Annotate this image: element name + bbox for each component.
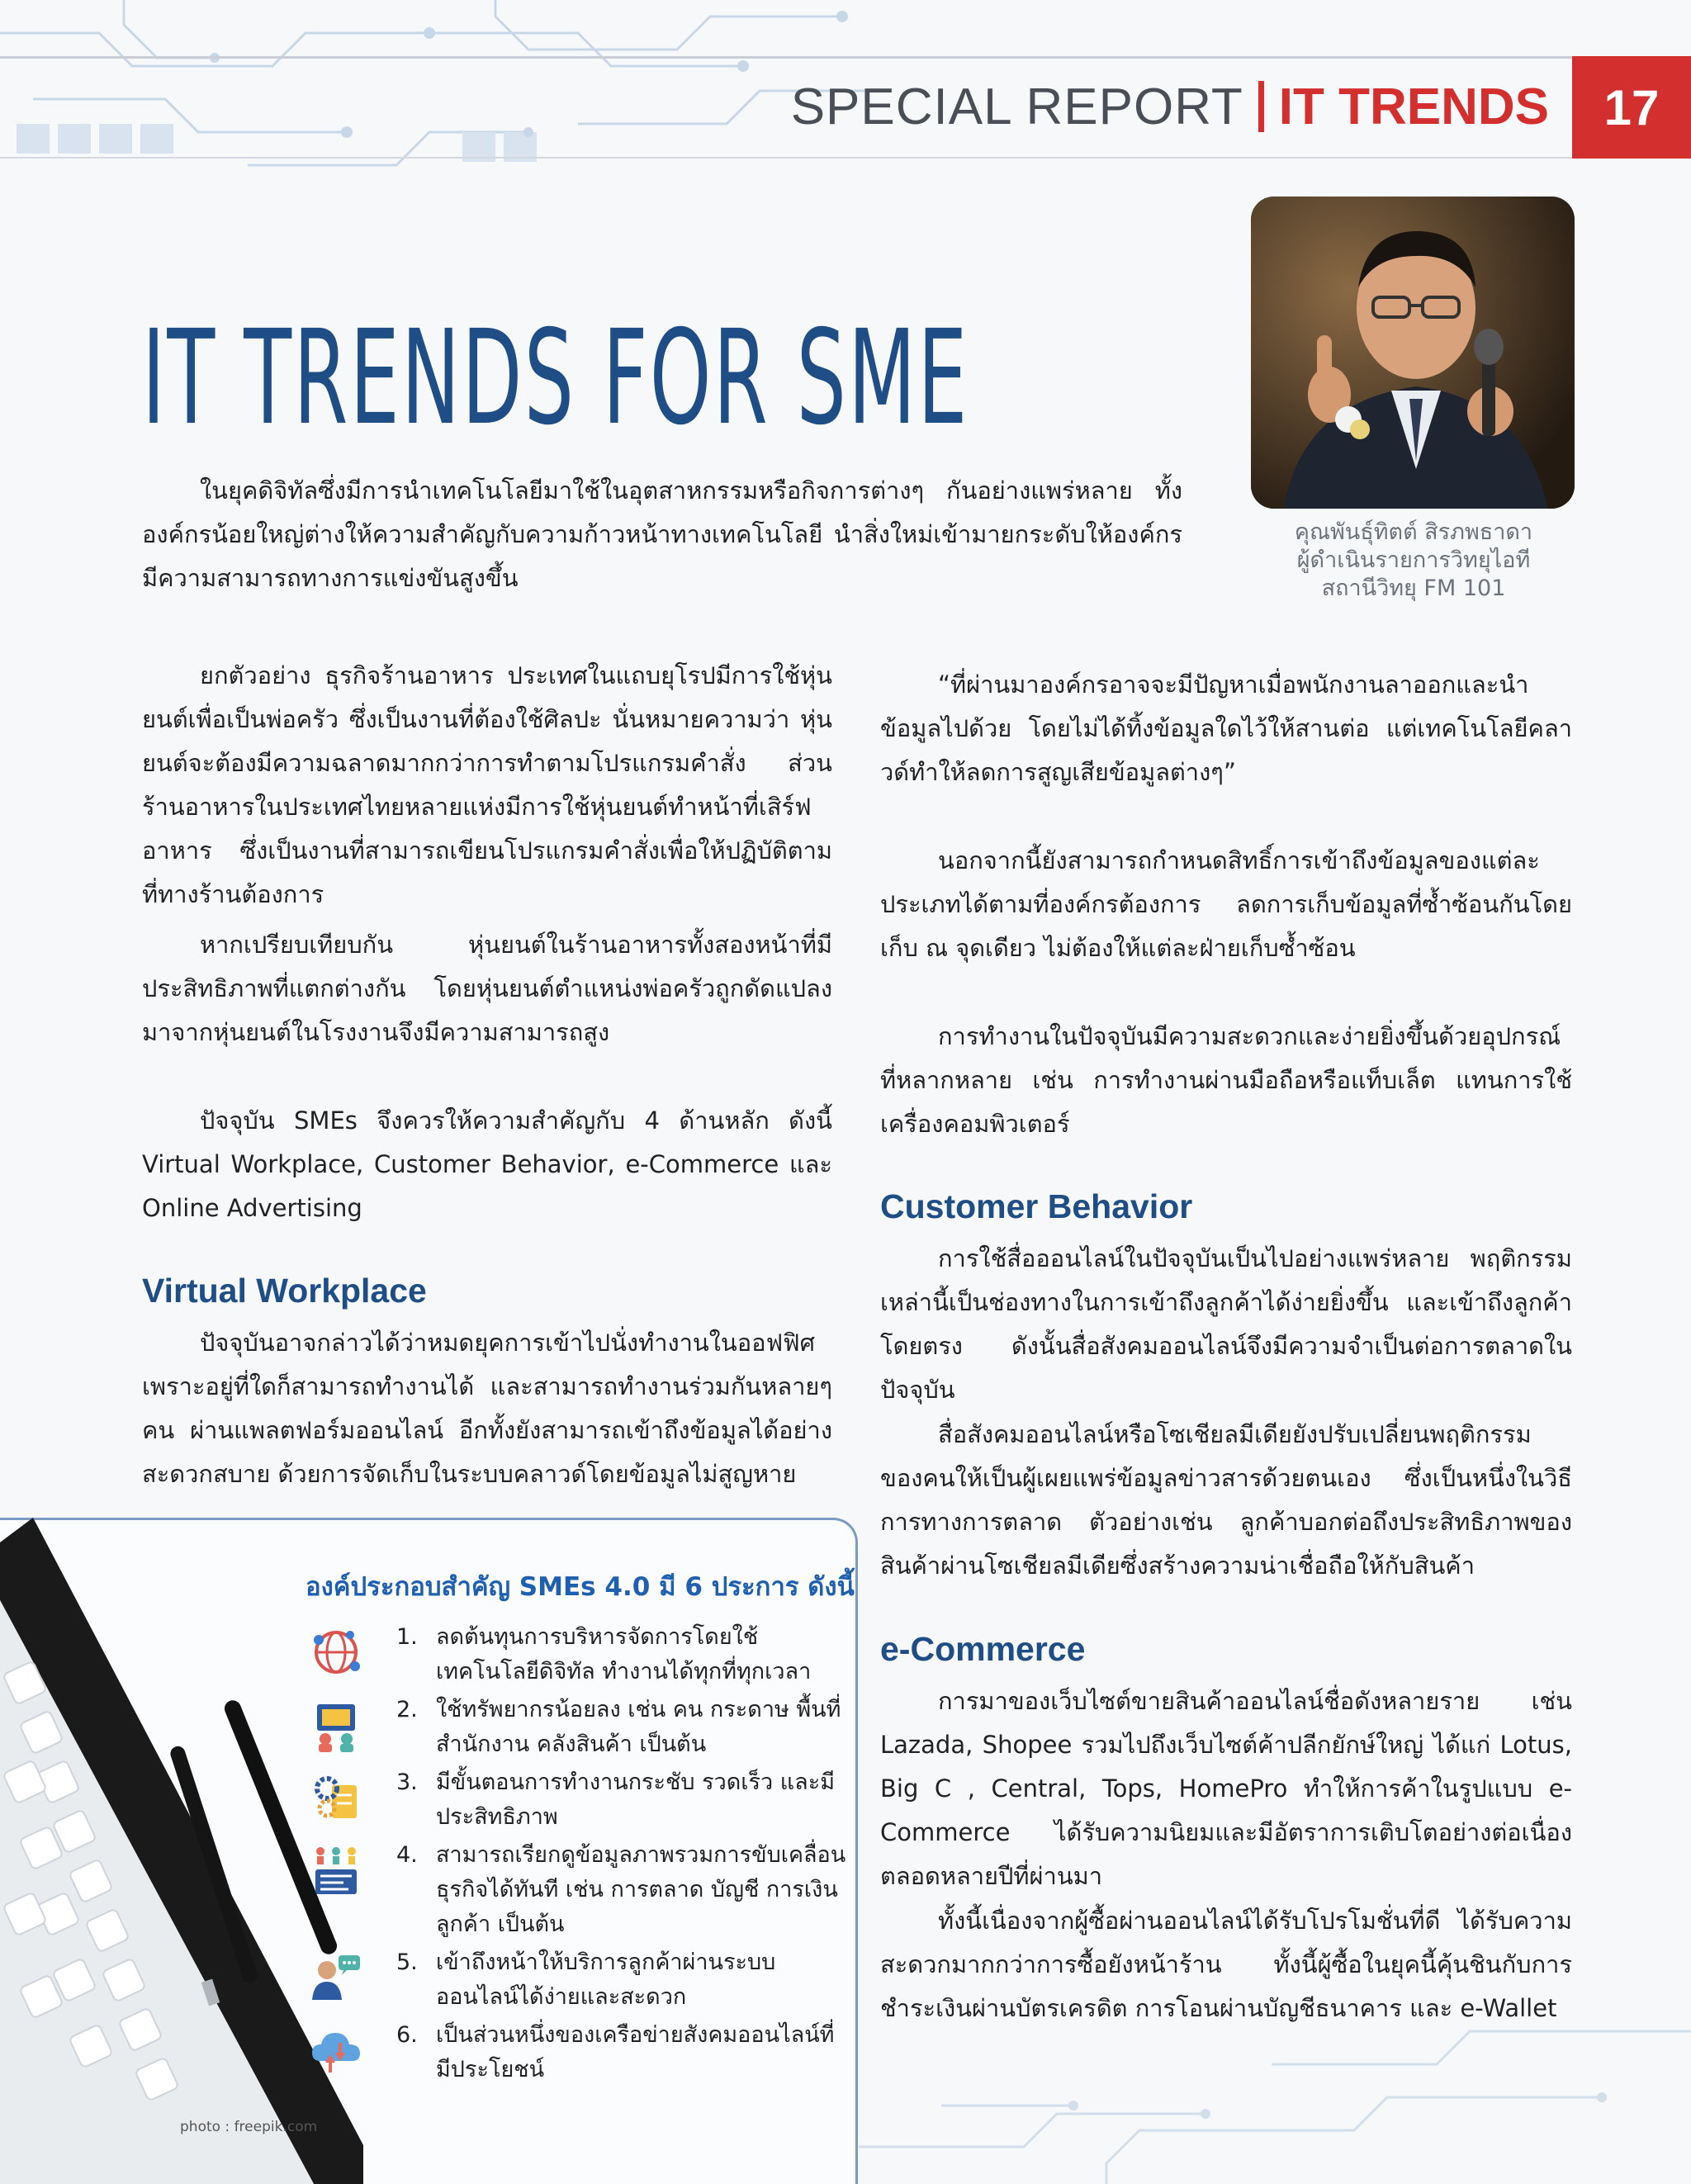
circuit-background-decoration xyxy=(0,0,908,198)
left-paragraph-1: ยกตัวอย่าง ธุรกิจร้านอาหาร ประเทศในแถบยุโรปมีการใช้หุ่นยนต์เพื่อเป็นพ่อครัว ซึ่งเป็นงานที่ต้องใช้ศิลปะ นั่นหมายความว่า หุ่นยนต์จะต้องมีความฉลาดมากกว่าการทำตามโปรแกรมคำสั่ง ส่วนร้านอาหารในประเทศไทยหลายแห่งมีการใช้หุ่นยนต์ทำหน้าที่เสิร์ฟอาหาร ซึ่งเป็นงานที่สามารถเขียนโปรแกรมคำสั่งเพื่อให้ปฏิบัติตามที่ทางร้านต้องการ xyxy=(142,661,832,908)
article-headline: IT TRENDS FOR SME xyxy=(142,302,969,454)
section-label xyxy=(791,69,1549,144)
list-item xyxy=(307,1765,836,1836)
list-number: 2. xyxy=(396,1697,418,1722)
photo-credit: photo : freepik.com xyxy=(180,2119,318,2135)
list-number: 5. xyxy=(396,1949,418,1975)
list-text: สามารถเรียกดูข้อมูลภาพรวมการขับเคลื่อนธุรกิจได้ทันที เช่น การตลาด บัญชี การเงิน ลูกค้า เป็นต้น xyxy=(436,1842,846,1937)
team-dashboard-icon xyxy=(307,1841,365,1899)
header-bottom-rule xyxy=(0,157,1572,159)
right-paragraph-6: การมาของเว็บไซต์ขายสินค้าออนไลน์ชื่อดังหลายราย เช่น Lazada, Shopee รวมไปถึงเว็บไซต์ค้าปลีกยักษ์ใหญ่ ได้แก่ Lotus, Big C , Central, Tops, HomePro ทำให้การค้าในรูปแบบ e-Commerce ได้รับความนิยมและมีอัตราการเติบโตอย่างต่อเนื่องตลอดหลายปีที่ผ่านมา xyxy=(880,1687,1572,1890)
intro-paragraph: ในยุคดิจิทัลซึ่งมีการนำเทคโนโลยีมาใช้ในอุตสาหกรรมหรือกิจการต่างๆ กันอย่างแพร่หลาย ทั้งองค์กรน้อยใหญ่ต่างให้ความสำคัญกับความก้าวหน้าทางเทคโนโลยี นำสิ่งใหม่เข้ามายกระดับให้องค์กรมีความสามารถทางการแข่งขันสูงขึ้น xyxy=(142,476,1182,592)
list-item xyxy=(307,2018,836,2089)
right-paragraph-4: การใช้สื่อออนไลน์ในปัจจุบันเป็นไปอย่างแพร่หลาย พฤติกรรมเหล่านี้เป็นช่องทางในการเข้าถึงลูกค้าได้ง่ายยิ่งขึ้น และเข้าถึงลูกค้าโดยตรง ดังนั้นสื่อสังคมออนไลน์จึงมีความจำเป็นต่อการตลาดในปัจจุบัน xyxy=(880,1244,1572,1404)
cloud-upload-icon xyxy=(307,2021,365,2079)
list-number: 1. xyxy=(396,1624,418,1650)
header-top-rule xyxy=(0,56,1572,59)
globe-network-icon xyxy=(307,1623,365,1681)
list-text: เป็นส่วนหนึ่งของเครือข่ายสังคมออนไลน์ที่มีประโยชน์ xyxy=(436,2022,835,2082)
photo-caption xyxy=(1239,519,1589,603)
left-paragraph-4: ปัจจุบันอาจกล่าวได้ว่าหมดยุคการเข้าไปนั่งทำงานในออฟฟิศ เพราะอยู่ที่ใดก็สามารถทำงานได้ และสามารถทำงานร่วมกันหลายๆ คน ผ่านแพลตฟอร์มออนไลน์ อีกทั้งยังสามารถเข้าถึงข้อมูลได้อย่างสะดวกสบาย ด้วยการจัดเก็บในระบบคลาวด์โดยข้อมูลไม่สูญหาย xyxy=(142,1329,832,1488)
caption-name: คุณพันธุ์ทิตต์ สิรภพธาดา xyxy=(1294,519,1533,545)
right-quote: “ที่ผ่านมาองค์กรอาจจะมีปัญหาเมื่อพนักงานลาออกและนำข้อมูลไปด้วย โดยไม่ได้ทิ้งข้อมูลใดไว้ให้สานต่อ แต่เทคโนโลยีคลาวด์ทำให้ลดการสูญเสียข้อมูลต่างๆ” xyxy=(880,670,1572,786)
list-item xyxy=(307,1945,836,2016)
presentation-icon xyxy=(307,1696,365,1754)
list-item xyxy=(307,1620,836,1691)
heading-ecommerce: e-Commerce xyxy=(880,1630,1086,1668)
right-paragraph-2: นอกจากนี้ยังสามารถกำหนดสิทธิ์การเข้าถึงข้อมูลของแต่ละประเภทได้ตามที่องค์กรต้องการ ลดการเก็บข้อมูลที่ซ้ำซ้อนกันโดยเก็บ ณ จุดเดียว ไม่ต้องให้แต่ละฝ่ายเก็บซ้ำซ้อน xyxy=(880,846,1572,962)
section-divider xyxy=(1258,81,1264,132)
caption-station: สถานีวิทยุ FM 101 xyxy=(1321,576,1506,601)
heading-customer-behavior: Customer Behavior xyxy=(880,1187,1193,1225)
list-text: มีขั้นตอนการทำงานกระชับ รวดเร็ว และมีประสิทธิภาพ xyxy=(436,1769,836,1830)
speaker-illustration xyxy=(1251,197,1575,509)
customer-service-icon xyxy=(307,1949,365,2006)
list-number: 3. xyxy=(396,1769,418,1795)
list-number: 6. xyxy=(396,2022,418,2048)
gears-document-icon xyxy=(307,1769,365,1826)
list-text: ลดต้นทุนการบริหารจัดการโดยใช้เทคโนโลยีดิจิทัล ทำงานได้ทุกที่ทุกเวลา xyxy=(436,1624,812,1684)
section-name: SPECIAL REPORT xyxy=(790,78,1243,135)
list-item xyxy=(307,1693,841,1764)
left-paragraph-2: หากเปรียบเทียบกัน หุ่นยนต์ในร้านอาหารทั้งสองหน้าที่มีประสิทธิภาพที่แตกต่างกัน โดยหุ่นยนต์ตำแหน่งพ่อครัวถูกดัดแปลงมาจากหุ่นยนต์ในโรงงานจึงมีความสามารถสูง xyxy=(142,931,832,1046)
box-title: องค์ประกอบสำคัญ SMEs 4.0 มี 6 ประการ ดังนี้ xyxy=(306,1572,855,1602)
heading-virtual-workplace: Virtual Workplace xyxy=(142,1272,427,1310)
left-paragraph-3: ปัจจุบัน SMEs จึงควรให้ความสำคัญกับ 4 ด้านหลัก ดังนี้ Virtual Workplace, Customer Behavior, e-Commerce และ Online Advertising xyxy=(142,1106,832,1222)
list-text: ใช้ทรัพยากรน้อยลง เช่น คน กระดาษ พื้นที่สำนักงาน คลังสินค้า เป็นต้น xyxy=(436,1697,841,1757)
list-text: เข้าถึงหน้าให้บริการลูกค้าผ่านระบบออนไลน์ได้ง่ายและสะดวก xyxy=(436,1949,776,2010)
section-topic: IT TRENDS xyxy=(1278,78,1549,135)
caption-role: ผู้ดำเนินรายการวิทยุไอที xyxy=(1296,547,1531,573)
list-item xyxy=(307,1838,846,1944)
list-number: 4. xyxy=(396,1842,418,1868)
page-number: 17 xyxy=(1572,56,1691,159)
circuit-bottom-decoration xyxy=(859,1899,1691,2184)
right-paragraph-3: การทำงานในปัจจุบันมีความสะดวกและง่ายยิ่งขึ้นด้วยอุปกรณ์ที่หลากหลาย เช่น การทำงานผ่านมือถือหรือแท็บเล็ต แทนการใช้เครื่องคอมพิวเตอร์ xyxy=(880,1022,1572,1138)
right-paragraph-5: สื่อสังคมออนไลน์หรือโซเชียลมีเดียยังปรับเปลี่ยนพฤติกรรมของคนให้เป็นผู้เผยแพร่ข้อมูลข่าวสารด้วยตนเอง ซึ่งเป็นหนึ่งในวิธีการทางการตลาด ตัวอย่างเช่น ลูกค้าบอกต่อถึงประสิทธิภาพของสินค้าผ่านโซเชียลมีเดียซึ่งสร้างความน่าเชื่อถือให้กับสินค้า xyxy=(880,1420,1572,1580)
right-paragraph-7: ทั้งนี้เนื่องจากผู้ซื้อผ่านออนไลน์ได้รับโปรโมชั่นที่ดี ได้รับความสะดวกมากกว่าการซื้อยังหน้าร้าน ทั้งนี้ผู้ซื้อในยุคนี้คุ้นชินกับการชำระเงินผ่านบัตรเครดิต การโอนผ่านบัญชีธนาคาร และ e-Wallet xyxy=(880,1907,1572,2022)
speaker-photo xyxy=(1251,197,1575,509)
